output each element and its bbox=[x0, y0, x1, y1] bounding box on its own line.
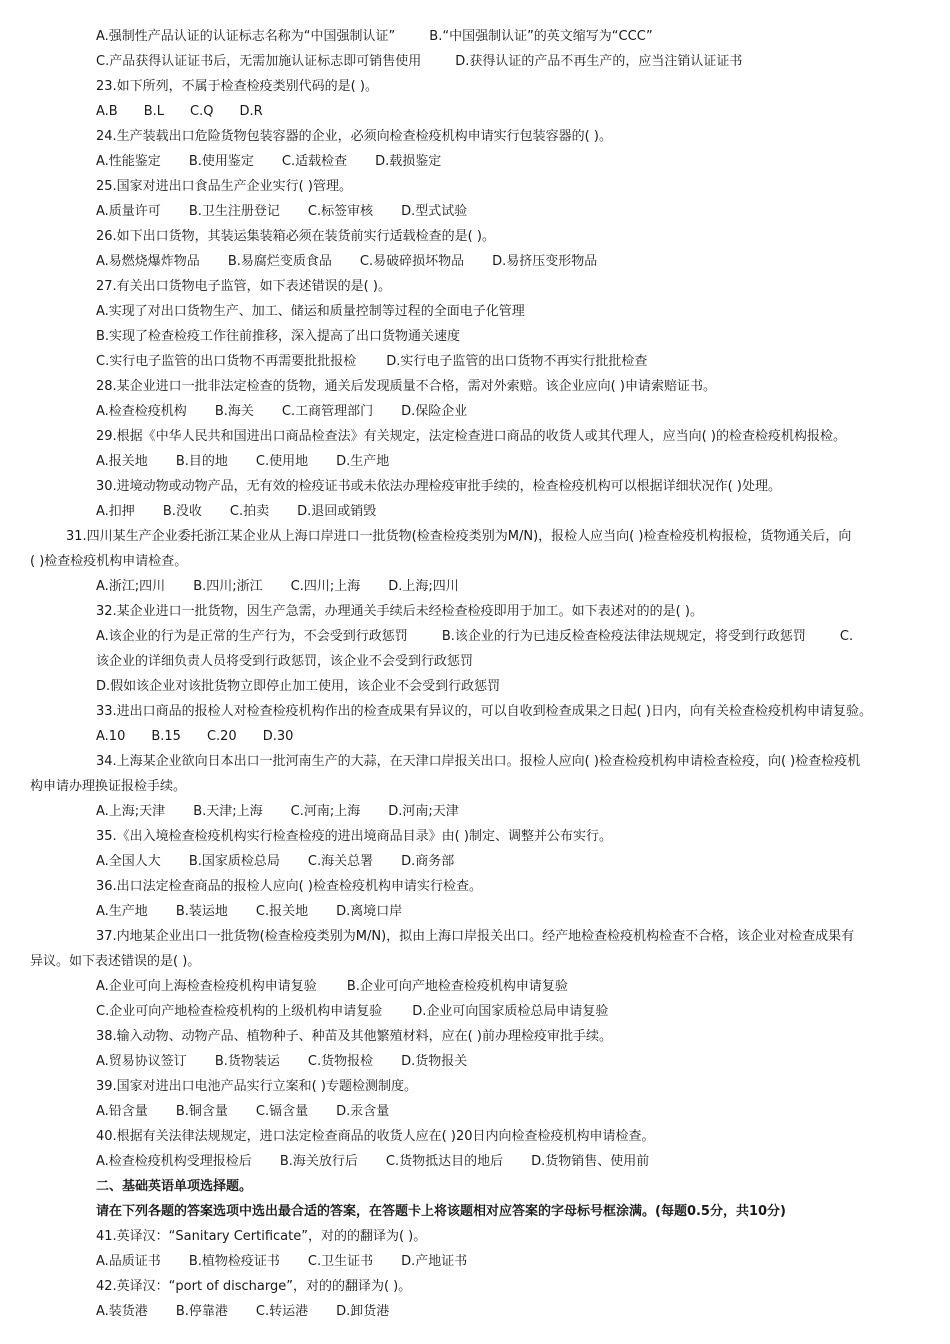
question-text: 30.进境动物或动物产品，无有效的检疫证书或未依法办理检疫审批手续的，检查检疫机构可以根据详细状况作( )处理。 bbox=[96, 479, 781, 494]
question-text: 31.四川某生产企业委托浙江某企业从上海口岸进口一批货物(检查检疫类别为M/N)，报检人应当向( )检查检疫机构报检，货物通关后，向 bbox=[66, 529, 852, 544]
question-text: 35.《出入境检查检疫机构实行检查检疫的进出境商品目录》由( )制定、调整并公布实行。 bbox=[96, 829, 612, 844]
question-text: 36.出口法定检查商品的报检人应向( )检查检疫机构申请实行检查。 bbox=[96, 879, 482, 894]
question-text: B.实现了检查检疫工作往前推移，深入提高了出口货物通关速度 bbox=[96, 329, 461, 344]
question-text: ( )检查检疫机构申请检查。 bbox=[30, 554, 188, 569]
answer-options-line bbox=[96, 453, 389, 471]
answer-option: B.易腐烂变质食品 bbox=[227, 254, 332, 269]
answer-option: C.货物报检 bbox=[307, 1054, 374, 1069]
question-text: 38.输入动物、动物产品、植物种子、种苗及其他繁殖材料，应在( )前办理检疫审批手续。 bbox=[96, 1029, 612, 1044]
answer-options-line bbox=[96, 1303, 389, 1321]
answer-options-line bbox=[96, 53, 742, 71]
answer-option: B.企业可向产地检查检疫机构申请复验 bbox=[346, 979, 568, 994]
question-text: 23.如下所列，不属于检查检疫类别代码的是( )。 bbox=[96, 79, 378, 94]
answer-option: B.海关 bbox=[214, 404, 254, 419]
question-text: 28.某企业进口一批非法定检查的货物，通关后发现质量不合格，需对外索赔。该企业应向( )申请索赔证书。 bbox=[96, 379, 716, 394]
answer-option: A.检查检疫机构受理报检后 bbox=[96, 1154, 252, 1169]
answer-option: A.扣押 bbox=[96, 504, 135, 519]
answer-options-line bbox=[96, 203, 467, 221]
question-text: 构申请办理换证报检手续。 bbox=[30, 779, 187, 794]
answer-option: D.货物销售、使用前 bbox=[531, 1154, 650, 1169]
answer-option: A.全国人大 bbox=[96, 854, 161, 869]
answer-option: D.汞含量 bbox=[336, 1104, 390, 1119]
answer-options-line bbox=[96, 978, 568, 996]
question-text: 34.上海某企业欲向日本出口一批河南生产的大蒜，在天津口岸报关出口。报检人应向( )检查检疫机构申请检查检疫，向( )检查检疫机 bbox=[96, 754, 861, 769]
answer-option: C.转运港 bbox=[255, 1304, 309, 1319]
answer-option: D.型式试验 bbox=[401, 204, 468, 219]
answer-options-line bbox=[96, 503, 376, 521]
question-text: 25.国家对进出口食品生产企业实行( )管理。 bbox=[96, 179, 352, 194]
answer-option: A.性能鉴定 bbox=[96, 154, 161, 169]
answer-options-line bbox=[96, 853, 454, 871]
answer-option: A.铅含量 bbox=[96, 1104, 148, 1119]
answer-options-line bbox=[96, 578, 459, 596]
answer-option: C.镉含量 bbox=[255, 1104, 309, 1119]
answer-option: D.河南;天津 bbox=[388, 804, 459, 819]
answer-option: C.报关地 bbox=[255, 904, 309, 919]
answer-option: C.20 bbox=[206, 729, 237, 744]
question-text: 29.根据《中华人民共和国进出口商品检查法》有关规定，法定检查进口商品的收货人或其代理人，应当向( )的检查检疫机构报检。 bbox=[96, 429, 846, 444]
question-text: 26.如下出口货物，其装运集装箱必须在装货前实行适载检查的是( )。 bbox=[96, 229, 495, 244]
answer-option: C.四川;上海 bbox=[290, 579, 361, 594]
question-text: 41.英译汉：“Sanitary Certificate”，对的的翻译为( )。 bbox=[96, 1229, 427, 1244]
answer-options-line bbox=[96, 628, 853, 646]
answer-option: D.生产地 bbox=[336, 454, 390, 469]
answer-option: C.易破碎损坏物品 bbox=[359, 254, 465, 269]
answer-options-line bbox=[96, 1153, 649, 1171]
question-text: A.实现了对出口货物生产、加工、储运和质量控制等过程的全面电子化管理 bbox=[96, 304, 525, 319]
answer-option: B.使用鉴定 bbox=[188, 154, 254, 169]
answer-option: D.卸货港 bbox=[336, 1304, 390, 1319]
answer-option: B.停靠港 bbox=[175, 1304, 228, 1319]
answer-option: B.天津;上海 bbox=[193, 804, 263, 819]
answer-option: C.河南;上海 bbox=[290, 804, 361, 819]
answer-option: D.实行电子监管的出口货物不再实行批批检查 bbox=[386, 354, 648, 369]
answer-option: B.海关放行后 bbox=[279, 1154, 358, 1169]
answer-option: D.保险企业 bbox=[401, 404, 468, 419]
answer-option: C.适载检查 bbox=[281, 154, 348, 169]
answer-option: B.植物检疫证书 bbox=[188, 1254, 280, 1269]
answer-option: D.退回或销毁 bbox=[297, 504, 377, 519]
answer-option: A.10 bbox=[96, 729, 126, 744]
answer-option: C.拍卖 bbox=[229, 504, 270, 519]
answer-option: D.离境口岸 bbox=[336, 904, 403, 919]
answer-option: B.“中国强制认证”的英文缩写为“CCC” bbox=[429, 29, 653, 44]
question-text: 33.进出口商品的报检人对检查检疫机构作出的检查成果有异议的，可以自收到检查成果之日起( )日内，向有关检查检疫机构申请复验。 bbox=[96, 704, 872, 719]
answer-option: D.获得认证的产品不再生产的，应当注销认证证书 bbox=[455, 54, 743, 69]
answer-options-line bbox=[96, 728, 293, 746]
answer-option: B.货物装运 bbox=[214, 1054, 280, 1069]
answer-option: D.产地证书 bbox=[401, 1254, 468, 1269]
answer-option: A.质量许可 bbox=[96, 204, 161, 219]
answer-option: B.目的地 bbox=[175, 454, 228, 469]
answer-options-line bbox=[96, 253, 597, 271]
answer-option: D.载损鉴定 bbox=[375, 154, 442, 169]
answer-option: A.该企业的行为是正常的生产行为，不会受到行政惩罚 bbox=[96, 629, 408, 644]
answer-option: B.没收 bbox=[162, 504, 202, 519]
answer-option: C.工商管理部门 bbox=[281, 404, 374, 419]
answer-options-line bbox=[96, 1253, 467, 1271]
answer-option: B.卫生注册登记 bbox=[188, 204, 280, 219]
answer-option: C. bbox=[839, 629, 854, 644]
question-text: 39.国家对进出口电池产品实行立案和( )专题检测制度。 bbox=[96, 1079, 417, 1094]
answer-option: D.R bbox=[239, 104, 263, 119]
question-text: 40.根据有关法律法规规定，进口法定检查商品的收货人应在( )20日内向检查检疫机构申请检查。 bbox=[96, 1129, 655, 1144]
answer-option: C.Q bbox=[190, 104, 214, 119]
answer-option: C.实行电子监管的出口货物不再需要批批报检 bbox=[96, 354, 357, 369]
answer-option: C.企业可向产地检查检疫机构的上级机构申请复验 bbox=[96, 1004, 383, 1019]
answer-options-line bbox=[96, 28, 653, 46]
answer-options-line bbox=[96, 1053, 467, 1071]
answer-options-line bbox=[96, 1103, 389, 1121]
answer-option: A.生产地 bbox=[96, 904, 148, 919]
answer-option: A.贸易协议签订 bbox=[96, 1054, 187, 1069]
answer-option: D.上海;四川 bbox=[388, 579, 459, 594]
answer-option: A.企业可向上海检查检疫机构申请复验 bbox=[96, 979, 317, 994]
answer-option: A.易燃烧爆炸物品 bbox=[96, 254, 200, 269]
question-text: 该企业的详细负责人员将受到行政惩罚，该企业不会受到行政惩罚 bbox=[96, 654, 474, 669]
question-text: 42.英译汉：“port of discharge”，对的的翻译为( )。 bbox=[96, 1279, 412, 1294]
answer-options-line bbox=[96, 103, 263, 121]
answer-option: B.国家质检总局 bbox=[188, 854, 280, 869]
section-heading: 请在下列各题的答案选项中选出最合适的答案，在答题卡上将该题相对应答案的字母标号框涂满。(每题0.5分，共10分) bbox=[96, 1204, 787, 1219]
answer-option: A.浙江;四川 bbox=[96, 579, 166, 594]
question-text: 异议。如下表述错误的是( )。 bbox=[30, 954, 201, 969]
answer-option: C.标签审核 bbox=[307, 204, 374, 219]
answer-option: D.货物报关 bbox=[401, 1054, 468, 1069]
question-text: 37.内地某企业出口一批货物(检查检疫类别为M/N)，拟由上海口岸报关出口。经产地检查检疫机构检查不合格，该企业对检查成果有 bbox=[96, 929, 855, 944]
answer-option: B.L bbox=[143, 104, 165, 119]
answer-option: B.该企业的行为已违反检查检疫法律法规规定，将受到行政惩罚 bbox=[441, 629, 806, 644]
answer-option: B.15 bbox=[151, 729, 181, 744]
answer-option: D.企业可向国家质检总局申请复验 bbox=[412, 1004, 609, 1019]
answer-options-line bbox=[96, 803, 459, 821]
answer-options-line bbox=[96, 903, 402, 921]
answer-options-line bbox=[96, 353, 647, 371]
answer-option: A.强制性产品认证的认证标志名称为“中国强制认证” bbox=[96, 29, 396, 44]
answer-option: B.四川;浙江 bbox=[193, 579, 263, 594]
answer-option: D.商务部 bbox=[401, 854, 455, 869]
answer-option: A.装货港 bbox=[96, 1304, 148, 1319]
answer-option: A.品质证书 bbox=[96, 1254, 161, 1269]
answer-options-line bbox=[96, 403, 467, 421]
answer-option: D.30 bbox=[262, 729, 294, 744]
answer-option: A.B bbox=[96, 104, 118, 119]
answer-option: C.货物抵达目的地后 bbox=[385, 1154, 504, 1169]
question-text: 32.某企业进口一批货物，因生产急需，办理通关手续后未经检查检疫即用于加工。如下表述对的的是( )。 bbox=[96, 604, 703, 619]
answer-option: C.卫生证书 bbox=[307, 1254, 374, 1269]
answer-options-line bbox=[96, 1003, 608, 1021]
answer-option: B.装运地 bbox=[175, 904, 228, 919]
answer-option: C.海关总署 bbox=[307, 854, 374, 869]
answer-option: A.检查检疫机构 bbox=[96, 404, 187, 419]
question-text: 27.有关出口货物电子监管，如下表述错误的是( )。 bbox=[96, 279, 391, 294]
answer-options-line bbox=[96, 153, 441, 171]
answer-option: A.报关地 bbox=[96, 454, 148, 469]
answer-option: B.铜含量 bbox=[175, 1104, 228, 1119]
section-heading: 二、基础英语单项选择题。 bbox=[96, 1179, 253, 1194]
answer-option: D.易挤压变形物品 bbox=[492, 254, 598, 269]
question-text: D.假如该企业对该批货物立即停止加工使用，该企业不会受到行政惩罚 bbox=[96, 679, 501, 694]
question-text: 24.生产装载出口危险货物包装容器的企业，必须向检查检疫机构申请实行包装容器的( )。 bbox=[96, 129, 612, 144]
answer-option: C.产品获得认证证书后，无需加施认证标志即可销售使用 bbox=[96, 54, 422, 69]
answer-option: C.使用地 bbox=[255, 454, 309, 469]
answer-option: A.上海;天津 bbox=[96, 804, 166, 819]
